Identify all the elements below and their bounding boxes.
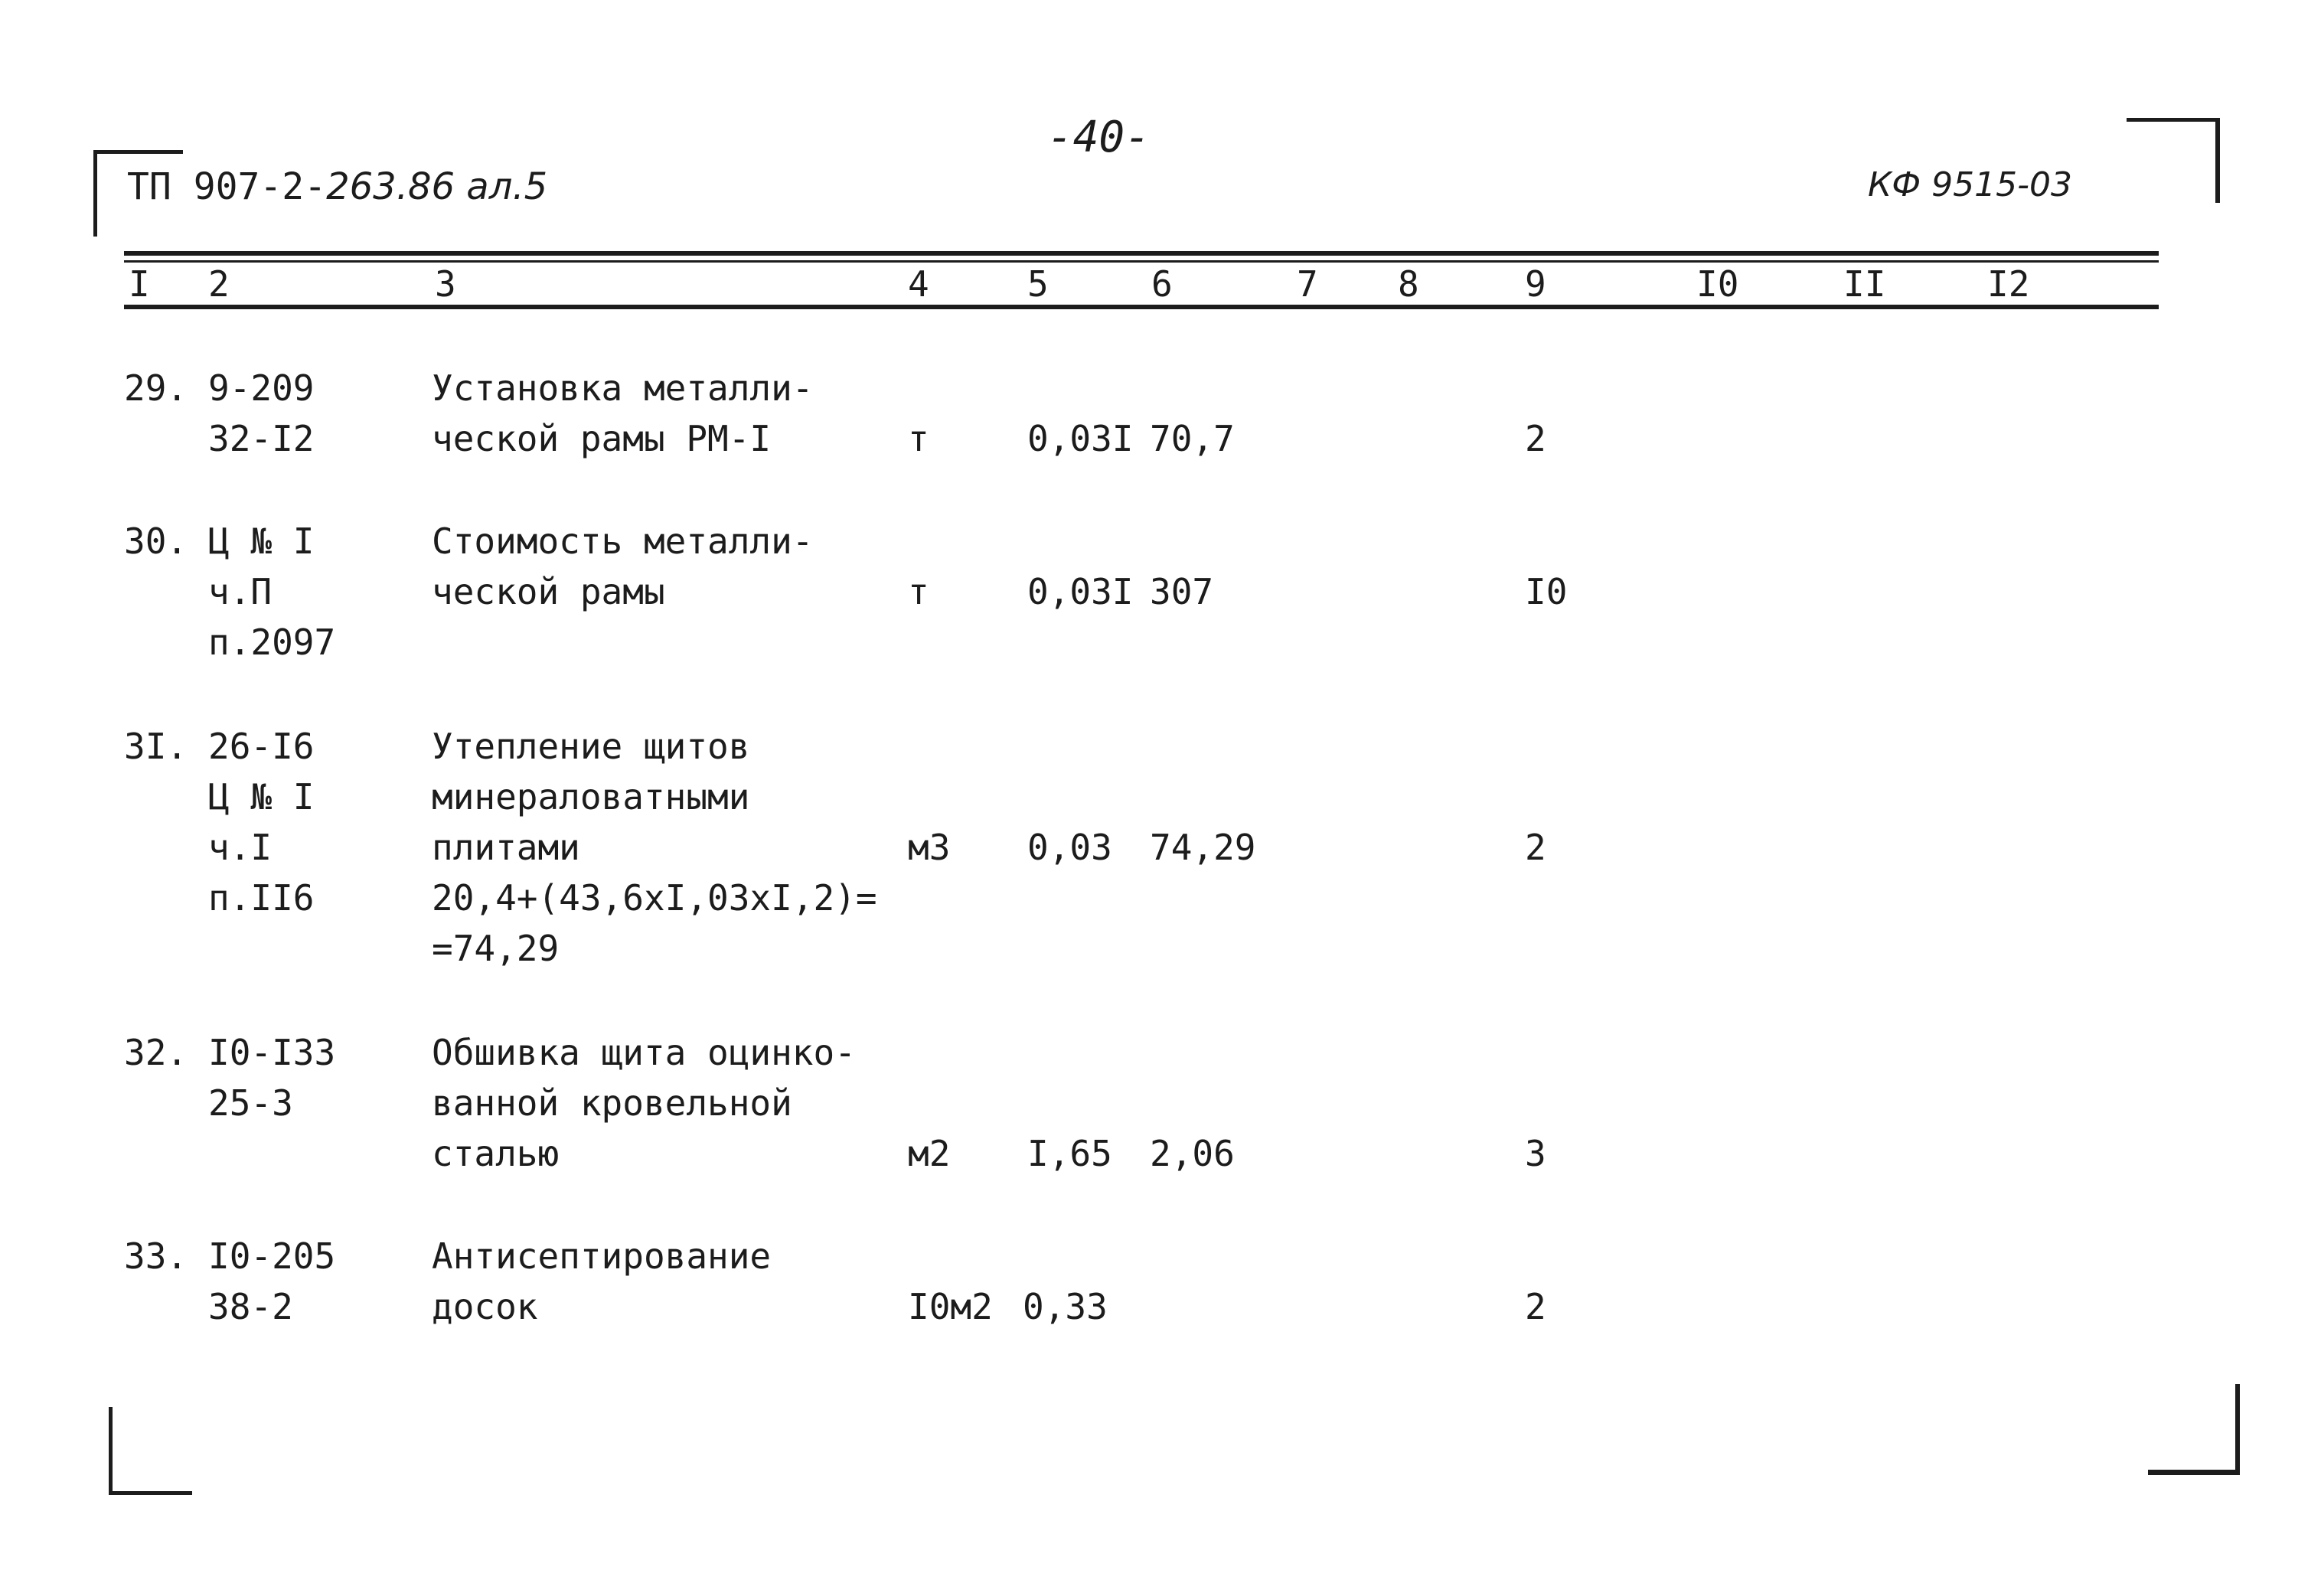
row-number: 30. [124, 521, 188, 562]
corner-mark-bottom-right [2148, 1384, 2240, 1475]
norm-code-line: Ц № I [208, 776, 315, 818]
row-number: 33. [124, 1235, 188, 1277]
quantity-cell: 0,33 [1023, 1286, 1108, 1327]
unit-cell: м3 [908, 827, 951, 868]
description-line: ческой рамы [432, 571, 665, 612]
quantity-cell: 0,03I [1027, 571, 1134, 612]
norm-code-line: п.II6 [208, 877, 315, 919]
description-line: ческой рамы РМ-I [432, 418, 772, 459]
description-line: 20,4+(43,6xI,03xI,2)= [432, 877, 877, 919]
norm-code-line: Ц № I [208, 521, 315, 562]
norm-code-line: 38-2 [208, 1286, 293, 1327]
column-header-8: 8 [1398, 263, 1419, 305]
row-number: 29. [124, 367, 188, 409]
corner-mark-bottom-left [109, 1407, 192, 1495]
header-rule-bottom [124, 305, 2159, 309]
description-line: Обшивка щита оцинко- [432, 1032, 856, 1073]
column-header-6: 6 [1151, 263, 1173, 305]
description-line: досок [432, 1286, 538, 1327]
description-line: =74,29 [432, 928, 560, 969]
document-code [127, 165, 548, 208]
column-9-cell: 2 [1525, 1286, 1546, 1327]
norm-code-line: I0-205 [208, 1235, 336, 1277]
norm-code-line: ч.I [208, 827, 273, 868]
row-number: 3I. [124, 726, 188, 767]
column-header-9: 9 [1525, 263, 1546, 305]
column-header-5: 5 [1027, 263, 1049, 305]
header-rule-top-thin [124, 260, 2159, 263]
norm-code-line: 25-3 [208, 1082, 293, 1124]
corner-mark-top-right [2127, 118, 2220, 203]
description-line: сталью [432, 1133, 560, 1174]
unit-cell: т [908, 571, 929, 612]
price-cell: 307 [1150, 571, 1214, 612]
price-cell: 2,06 [1150, 1133, 1235, 1174]
quantity-cell: 0,03 [1027, 827, 1112, 868]
description-line: Антисептирование [432, 1235, 772, 1277]
quantity-cell: 0,03I [1027, 418, 1134, 459]
column-9-cell: 3 [1525, 1133, 1546, 1174]
document-stamp: КФ 9515-03 [1868, 165, 2072, 204]
column-header-2: 2 [208, 263, 230, 305]
column-9-cell: 2 [1525, 827, 1546, 868]
document-code-handwritten: 263.86 ал.5 [326, 165, 548, 208]
column-header-12: I2 [1987, 263, 2030, 305]
norm-code-line: п.2097 [208, 622, 336, 663]
column-9-cell: 2 [1525, 418, 1546, 459]
price-cell: 70,7 [1150, 418, 1235, 459]
column-header-3: 3 [435, 263, 456, 305]
price-cell: 74,29 [1150, 827, 1256, 868]
document-code-printed: ТП 907-2- [127, 165, 327, 208]
column-header-11: II [1843, 263, 1886, 305]
norm-code-line: 32-I2 [208, 418, 315, 459]
quantity-cell: I,65 [1027, 1133, 1112, 1174]
column-header-1: I [129, 263, 150, 305]
column-9-cell: I0 [1525, 571, 1568, 612]
unit-cell: м2 [908, 1133, 951, 1174]
description-line: ванной кровельной [432, 1082, 792, 1124]
norm-code-line: ч.П [208, 571, 273, 612]
page-number: -40- [1047, 113, 1151, 162]
row-number: 32. [124, 1032, 188, 1073]
header-rule-top [124, 251, 2159, 256]
description-line: плитами [432, 827, 580, 868]
column-header-4: 4 [908, 263, 929, 305]
description-line: Утепление щитов [432, 726, 750, 767]
column-header-10: I0 [1696, 263, 1739, 305]
norm-code-line: 9-209 [208, 367, 315, 409]
norm-code-line: I0-I33 [208, 1032, 336, 1073]
description-line: Установка металли- [432, 367, 814, 409]
unit-cell: I0м2 [908, 1286, 993, 1327]
unit-cell: т [908, 418, 929, 459]
norm-code-line: 26-I6 [208, 726, 315, 767]
column-header-7: 7 [1297, 263, 1318, 305]
description-line: Стоимость металли- [432, 521, 814, 562]
description-line: минераловатными [432, 776, 750, 818]
